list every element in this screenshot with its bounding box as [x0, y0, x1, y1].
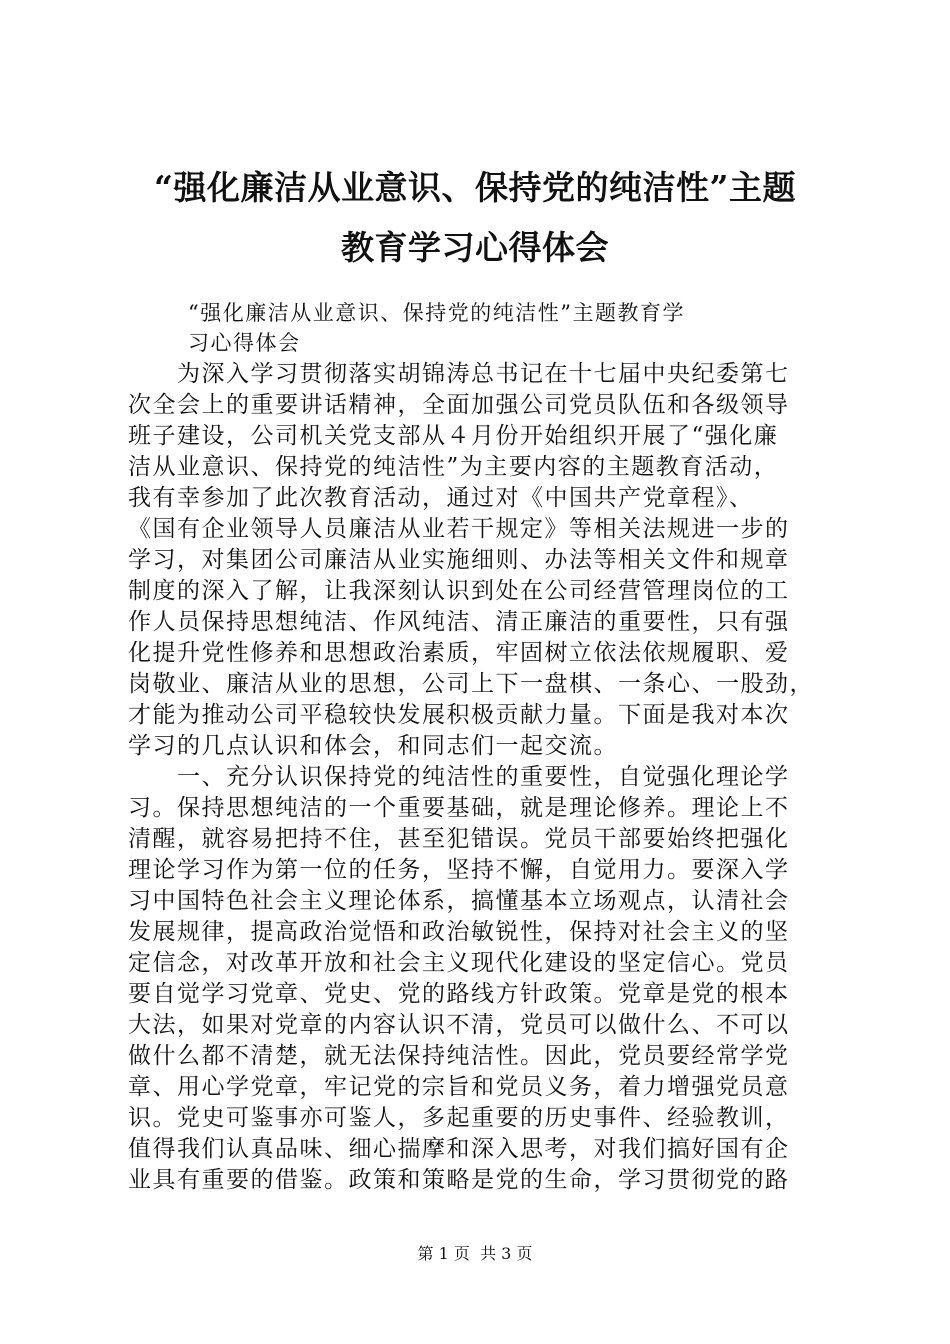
body-line: 才能为推动公司平稳较快发展积极贡献力量。下面是我对本次	[128, 702, 790, 728]
body-line: 为深入学习贯彻落实胡锦涛总书记在十七届中央纪委第七	[177, 361, 790, 387]
body-line: 大法，如果对党章的内容认识不清，党员可以做什么、不可以	[128, 1012, 790, 1038]
body-line: 化提升党性修养和思想政治素质，牢固树立依法依规履职、爱	[128, 640, 790, 666]
body-line: 制度的深入了解，让我深刻认识到处在公司经营管理岗位的工	[128, 578, 790, 604]
body-line: 《国有企业领导人员廉洁从业若干规定》等相关法规进一步的	[128, 516, 790, 542]
body-line: 岗敬业、廉洁从业的思想，公司上下一盘棋、一条心、一股劲，	[128, 671, 814, 697]
body-line: 学习，对集团公司廉洁从业实施细则、办法等相关文件和规章	[128, 547, 790, 573]
document-title-line-2: 教育学习心得体会	[341, 228, 609, 267]
body-line: 要自觉学习党章、党史、党的路线方针政策。党章是党的根本	[128, 981, 790, 1007]
body-line: 班子建设，公司机关党支部从４月份开始组织开展了“强化廉	[128, 423, 779, 449]
body-line: 章、用心学党章，牢记党的宗旨和党员义务，着力增强党员意	[128, 1074, 790, 1100]
body-line: 我有幸参加了此次教育活动，通过对《中国共产党章程》、	[128, 485, 754, 511]
body-line: 作人员保持思想纯洁、作风纯洁、清正廉洁的重要性，只有强	[128, 609, 790, 635]
document-subtitle-line-1: “强化廉洁从业意识、保持党的纯洁性”主题教育学	[188, 301, 685, 325]
page-number-footer: 第 1 页 共 3 页	[417, 1244, 533, 1263]
body-line: 发展规律，提高政治觉悟和政治敏锐性，保持对社会主义的坚	[128, 919, 790, 945]
body-line: 做什么都不清楚，就无法保持纯洁性。因此，党员要经常学党	[128, 1043, 790, 1069]
body-line: 识。党史可鉴事亦可鉴人，多起重要的历史事件、经验教训，	[128, 1105, 790, 1131]
body-line: 一、充分认识保持党的纯洁性的重要性，自觉强化理论学	[177, 764, 790, 790]
body-line: 洁从业意识、保持党的纯洁性”为主要内容的主题教育活动，	[128, 454, 779, 480]
document-title-line-1: “强化廉洁从业意识、保持党的纯洁性”主题	[154, 168, 796, 207]
body-line: 业具有重要的借鉴。政策和策略是党的生命，学习贯彻党的路	[128, 1167, 790, 1193]
body-line: 理论学习作为第一位的任务，坚持不懈，自觉用力。要深入学	[128, 857, 790, 883]
body-line: 学习的几点认识和体会，和同志们一起交流。	[128, 733, 618, 759]
body-line: 值得我们认真品味、细心揣摩和深入思考，对我们搞好国有企	[128, 1136, 790, 1162]
body-line: 次全会上的重要讲话精神，全面加强公司党员队伍和各级领导	[128, 392, 790, 418]
body-line: 清醒，就容易把持不住，甚至犯错误。党员干部要始终把强化	[128, 826, 790, 852]
body-line: 习中国特色社会主义理论体系，搞懂基本立场观点，认清社会	[128, 888, 790, 914]
body-line: 定信念，对改革开放和社会主义现代化建设的坚定信心。党员	[128, 950, 790, 976]
body-line: 习。保持思想纯洁的一个重要基础，就是理论修养。理论上不	[128, 795, 790, 821]
document-subtitle-line-2: 习心得体会	[188, 331, 301, 355]
